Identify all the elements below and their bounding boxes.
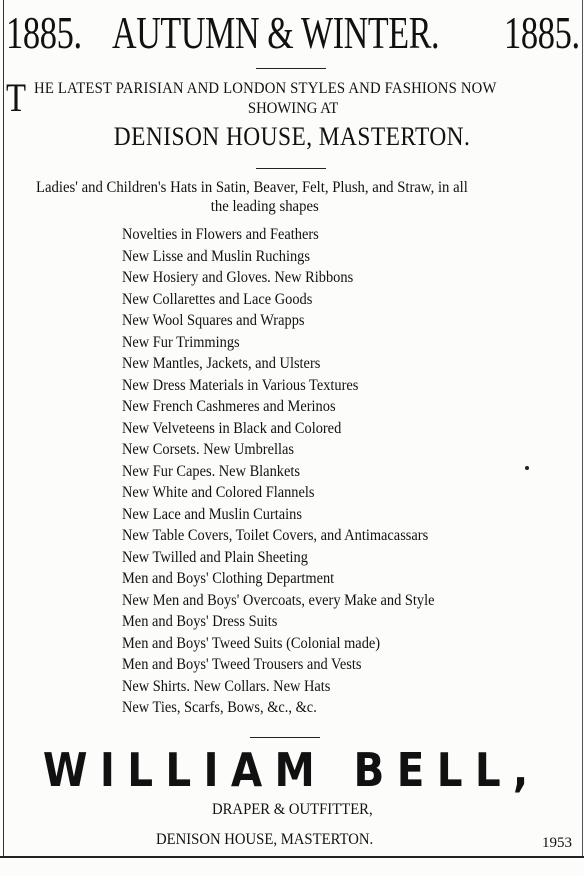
venue-text: DENISON HOUSE, MASTERTON. (113, 122, 471, 151)
list-item: New Twilled and Plain Sheeting (122, 548, 308, 566)
list-item: New Table Covers, Toilet Covers, and Antimacassars (122, 527, 429, 544)
merchant-trade (0, 800, 584, 820)
list-item: Men and Boys' Clothing Department (122, 570, 335, 587)
intro-line-1: HE LATEST PARISIAN AND LONDON STYLES AND FASHIONS NOW (34, 80, 497, 97)
list-intro (36, 178, 566, 216)
list-item: New Hosiery and Gloves. New Ribbons (122, 269, 354, 286)
list-item: Men and Boys' Tweed Trousers and Vests (122, 656, 362, 673)
merchant-trade-text: DRAPER & OUTFITTER, (211, 801, 373, 818)
list-item: New Ties, Scarfs, Bows, &c., &c. (122, 699, 317, 716)
merchant-address: DENISON HOUSE, MASTERTON. (156, 831, 374, 848)
list-item: New Fur Capes. New Blankets (122, 462, 300, 480)
headline-season: AUTUMN & WINTER. (112, 7, 440, 58)
bottom-rule (0, 856, 584, 858)
list-intro-line-2: the leading shapes (210, 198, 319, 215)
list-item: New Shirts. New Collars. New Hats (122, 677, 331, 695)
drop-cap: T (6, 75, 27, 120)
list-item: New Wool Squares and Wrapps (122, 312, 305, 329)
list-item: New Dress Materials in Various Textures (122, 376, 359, 394)
list-item: New Fur Trimmings (122, 333, 240, 351)
intro-line-2 (6, 100, 580, 118)
list-item: New Collarettes and Lace Goods (122, 290, 313, 308)
list-item: Novelties in Flowers and Feathers (122, 226, 319, 243)
merchant-name-text: WILLIAM BELL, (43, 743, 541, 797)
list-item: New Velveteens in Black and Colored (122, 419, 342, 437)
divider-rule (256, 168, 326, 169)
headline-year-right: 1885. (504, 7, 580, 58)
list-item: Men and Boys' Dress Suits (122, 613, 278, 630)
list-item: New French Cashmeres and Merinos (122, 398, 336, 415)
merchant-name (0, 744, 584, 796)
reference-number: 1953 (542, 835, 572, 851)
list-item: New Lace and Muslin Curtains (122, 505, 302, 523)
list-item: Men and Boys' Tweed Suits (Colonial made) (122, 634, 381, 652)
list-item: New Lisse and Muslin Ruchings (122, 247, 310, 265)
divider-rule (256, 68, 326, 69)
intro-line-2-text: SHOWING AT (247, 100, 339, 117)
list-intro-line-1: Ladies' and Children's Hats in Satin, Beaver, Felt, Plush, and Straw, in all (36, 179, 468, 196)
list-item: New Mantles, Jackets, and Ulsters (122, 355, 321, 372)
goods-list (122, 224, 562, 719)
divider-rule (250, 737, 320, 738)
list-item: New Men and Boys' Overcoats, every Make and Style (122, 591, 435, 609)
headline-year-left: 1885. (6, 7, 82, 58)
intro-block (6, 75, 580, 124)
headline (6, 4, 582, 66)
list-item: New White and Colored Flannels (122, 484, 315, 501)
ink-speck (525, 466, 529, 470)
list-item: New Corsets. New Umbrellas (122, 441, 294, 458)
venue-heading (0, 120, 584, 154)
